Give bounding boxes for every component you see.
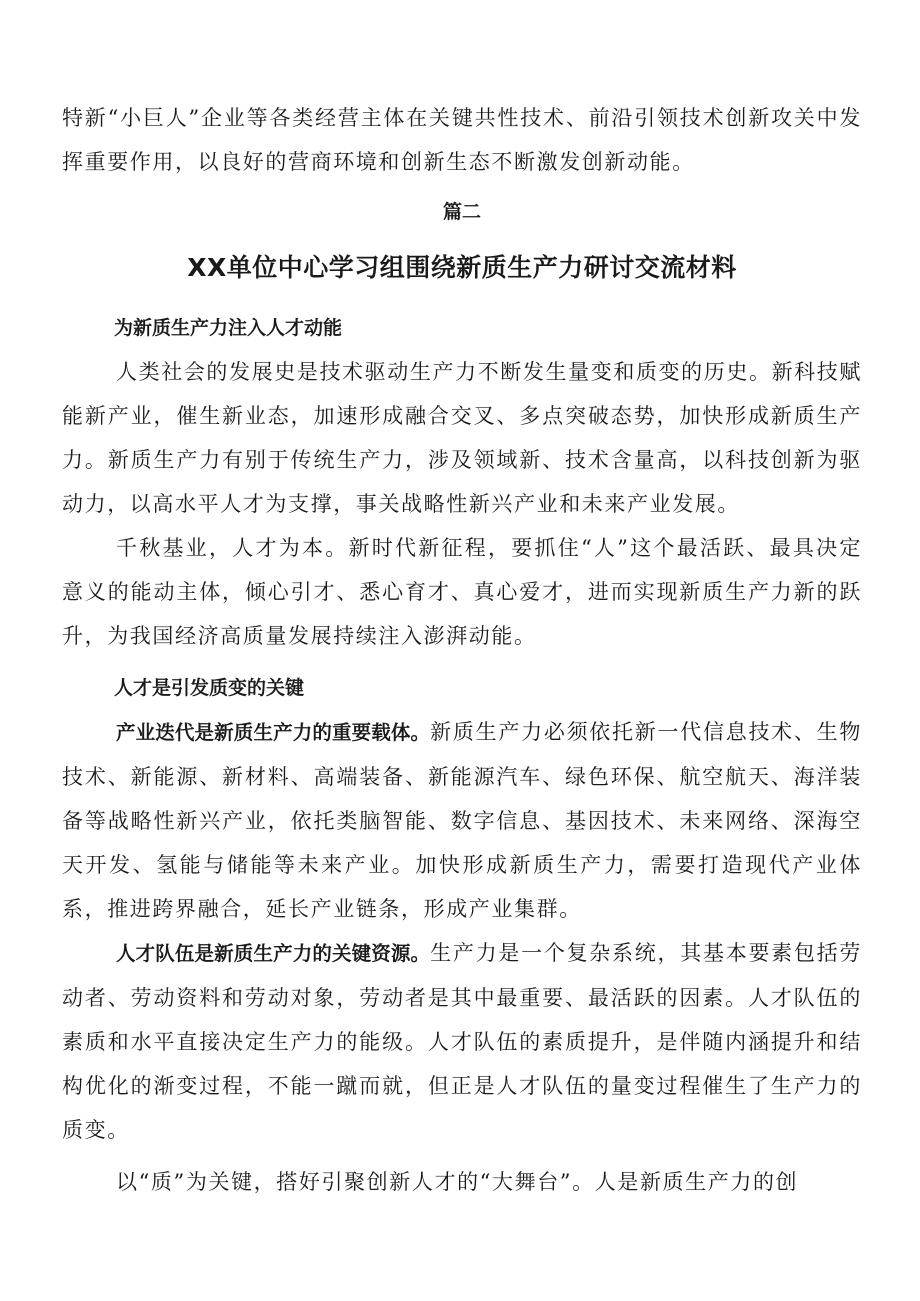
paragraph-industry-iteration xyxy=(62,710,862,931)
section-tag: 篇二 xyxy=(442,201,481,223)
paragraph-body-talent-team: 生产力是一个复杂系统，其基本要素包括劳动者、劳动资料和劳动对象，劳动者是其中最重要、最活跃的因素。人才队伍的素质和水平直接决定生产力的能级。人才队伍的素质提升，是伴随内涵提升和结构优化的渐变过程，不能一蹴而就，但正是人才队伍的量变过程催生了生产力的质变。 xyxy=(62,941,862,1142)
document-title: XX单位中心学习组围绕新质生产力研讨交流材料 xyxy=(187,253,737,282)
paragraph-history: 人类社会的发展史是技术驱动生产力不断发生量变和质变的历史。新科技赋能新产业，催生新业态，加速形成融合交叉、多点突破态势，加快形成新质生产力。新质生产力有别于传统生产力，涉及领域新、技术含量高，以科技创新为驱动力，以高水平人才为支撑，事关战略性新兴产业和未来产业发展。 xyxy=(62,360,862,516)
paragraph-talent-team xyxy=(62,931,862,1152)
paragraph-talent-foundation: 千秋基业，人才为本。新时代新征程，要抓住“人”这个最活跃、最具决定意义的能动主体，倾心引才、悉心育才、真心爱才，进而实现新质生产力新的跃升，为我国经济高质量发展持续注入澎湃动能。 xyxy=(62,536,862,648)
paragraph-lead-industry: 产业迭代是新质生产力的重要载体。 xyxy=(116,721,431,744)
intro-paragraph: 特新“小巨人”企业等各类经营主体在关键共性技术、前沿引领技术创新攻关中发挥重要作用，以良好的营商环境和创新生态不断激发创新动能。 xyxy=(62,106,862,174)
document-page xyxy=(62,96,862,1204)
section-heading-talent-momentum: 为新质生产力注入人才动能 xyxy=(114,317,343,339)
paragraph-quality-stage: 以“质”为关键，搭好引聚创新人才的“大舞台”。人是新质生产力的创 xyxy=(116,1170,799,1194)
paragraph-lead-talent-team: 人才队伍是新质生产力的关键资源。 xyxy=(116,942,431,965)
section-heading-talent-key: 人才是引发质变的关键 xyxy=(114,677,305,699)
paragraph-body-industry: 新质生产力必须依托新一代信息技术、生物技术、新能源、新材料、高端装备、新能源汽车、绿色环保、航空航天、海洋装备等战略性新兴产业，依托类脑智能、数字信息、基因技术、未来网络、深海空天开发、氢能与储能等未来产业。加快形成新质生产力，需要打造现代产业体系，推进跨界融合，延长产业链条，形成产业集群。 xyxy=(62,720,862,921)
